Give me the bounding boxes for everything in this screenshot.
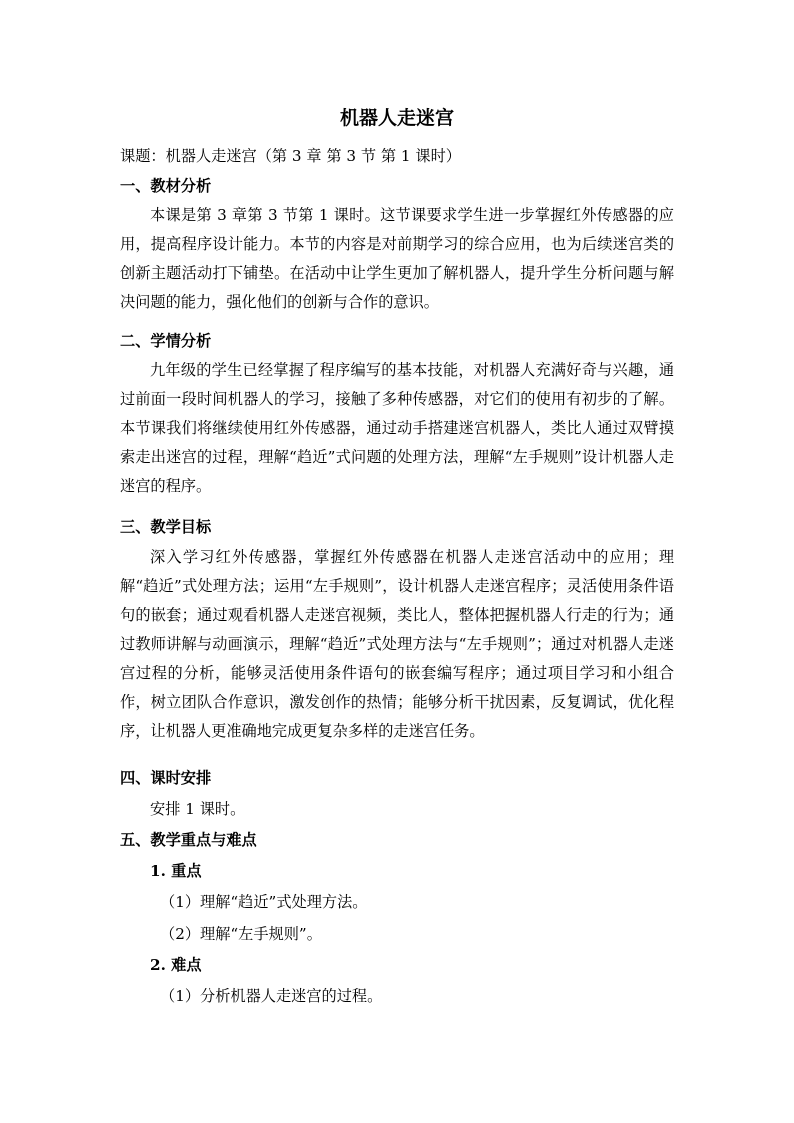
- section-paragraph-3: 深入学习红外传感器，掌握红外传感器在机器人走迷宫活动中的应用；理解“趋近”式处理方法；运用“左手规则”，设计机器人走迷宫程序；灵活使用条件语句的嵌套；通过观看机器人走迷宫视频，类比人，整体把握机器人行走的行为；通过教师讲解与动画演示，理解“趋近”式处理方法与“左手规则”；通过对机器人走迷宫过程的分析，能够灵活使用条件语句的嵌套编写程序；通过项目学习和小组合作，树立团队合作意识，激发创作的热情；能够分析干扰因素，反复调试，优化程序，让机器人更准确地完成更复杂多样的走迷宫任务。: [120, 548, 674, 740]
- document-title: 机器人走迷宫: [339, 107, 454, 129]
- key-point-item: （2）理解“左手规则”。: [160, 925, 322, 943]
- key-point-heading: 1. 重点: [150, 862, 202, 880]
- subject-line: 课题：机器人走迷宫（第 3 章 第 3 节 第 1 课时）: [120, 147, 461, 165]
- difficulty-item: （1）分析机器人走迷宫的过程。: [160, 987, 383, 1005]
- section-heading-2: 二、学情分析: [120, 332, 212, 350]
- section-paragraph-1: 本课是第 3 章第 3 节第 1 课时。这节课要求学生进一步掌握红外传感器的应用，提高程序设计能力。本节的内容是对前期学习的综合应用，也为后续迷宫类的创新主题活动打下铺垫。在活动中让学生更加了解机器人，提升学生分析问题与解决问题的能力，强化他们的创新与合作的意识。: [120, 206, 674, 311]
- section-heading-3: 三、教学目标: [120, 518, 212, 536]
- key-point-item: （1）理解“趋近”式处理方法。: [160, 893, 368, 911]
- section-heading-1: 一、教材分析: [120, 177, 212, 195]
- difficulty-heading: 2. 难点: [150, 956, 202, 974]
- section-paragraph-2: 九年级的学生已经掌握了程序编写的基本技能，对机器人充满好奇与兴趣，通过前面一段时间机器人的学习，接触了多种传感器，对它们的使用有初步的了解。本节课我们将继续使用红外传感器，通过动手搭建迷宫机器人，类比人通过双臂摸索走出迷宫的过程，理解“趋近”式问题的处理方法，理解“左手规则”设计机器人走迷宫的程序。: [120, 361, 674, 495]
- section-heading-5: 五、教学重点与难点: [120, 831, 257, 849]
- section-paragraph-4: 安排 1 课时。: [150, 800, 246, 818]
- section-heading-4: 四、课时安排: [120, 769, 212, 787]
